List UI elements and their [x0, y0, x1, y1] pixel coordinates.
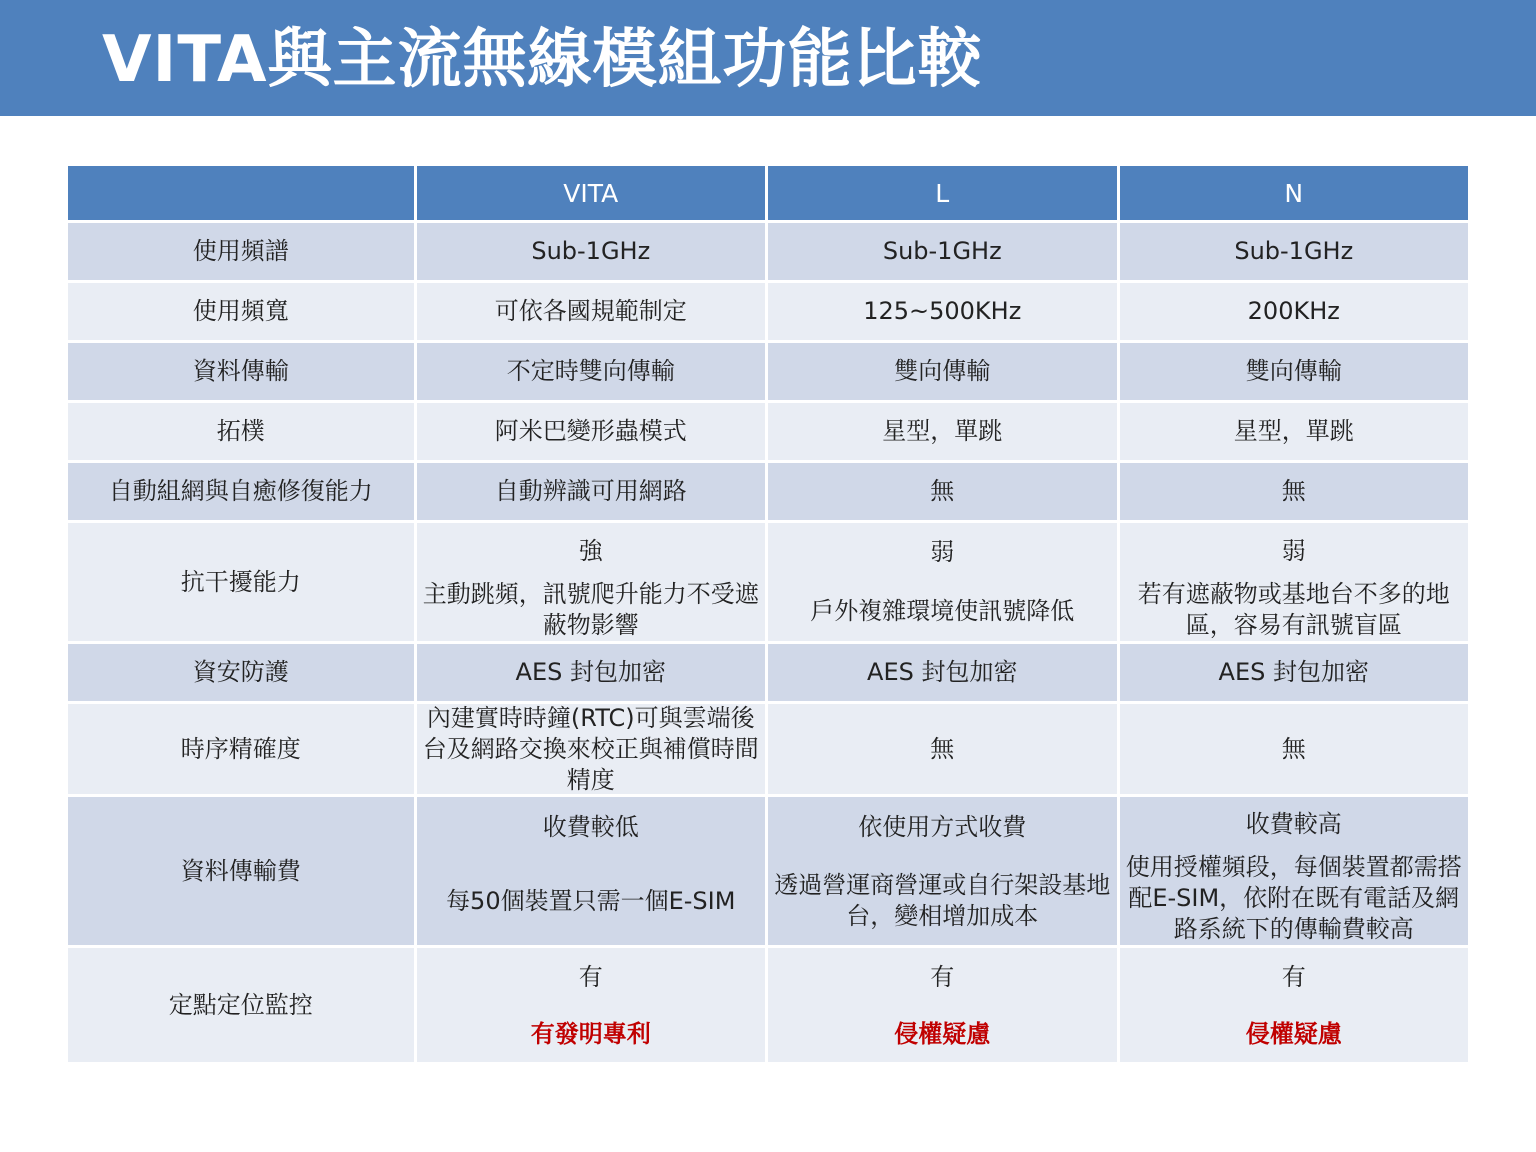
comparison-table	[68, 166, 1468, 1062]
cell-l	[768, 523, 1117, 641]
cell-l: 125~500KHz	[768, 283, 1117, 340]
cell-l: 無	[768, 704, 1116, 794]
cell-main: 有	[1281, 962, 1306, 991]
cell-main: 弱	[930, 537, 955, 566]
cell-vita: Sub-1GHz	[417, 223, 766, 280]
cell-l: 雙向傳輸	[768, 343, 1117, 400]
cell-main: 依使用方式收費	[858, 812, 1027, 841]
cell-vita	[417, 797, 766, 945]
cell-l	[768, 948, 1117, 1062]
table-row	[68, 403, 1468, 460]
header-cell-empty	[68, 166, 414, 220]
cell-main: 收費較高	[1245, 810, 1342, 838]
row-label: 自動組網與自癒修復能力	[68, 463, 414, 520]
cell-l: 無	[768, 463, 1117, 520]
row-label: 資安防護	[68, 644, 414, 701]
table-row	[68, 704, 1468, 794]
row-label: 使用頻譜	[68, 223, 414, 280]
cell-l: 星型，單跳	[768, 403, 1117, 460]
cell-vita	[417, 948, 766, 1062]
page-title: VITA與主流無線模組功能比較	[102, 23, 983, 97]
cell-vita: 不定時雙向傳輸	[417, 343, 766, 400]
cell-note-highlight: 侵權疑慮	[1245, 1019, 1342, 1048]
cell-n: 雙向傳輸	[1120, 343, 1469, 400]
cell-main: 收費較低	[542, 812, 639, 841]
table-row	[68, 948, 1468, 1062]
row-label: 拓樸	[68, 403, 414, 460]
row-label: 時序精確度	[68, 704, 414, 794]
cell-main: 有	[930, 962, 955, 991]
cell-vita: AES 封包加密	[417, 644, 766, 701]
cell-n	[1120, 797, 1469, 945]
cell-note: 使用授權頻段，每個裝置都需搭配E-SIM，依附在既有電話及網路系統下的傳輸費較高	[1125, 853, 1462, 943]
table-header-row	[68, 166, 1468, 220]
row-label: 資料傳輸費	[68, 797, 414, 945]
cell-vita: 內建實時時鐘(RTC)可與雲端後台及網路交換來校正與補償時間精度	[417, 704, 766, 794]
table-row	[68, 283, 1468, 340]
cell-note-highlight: 有發明專利	[530, 1019, 651, 1048]
cell-n: 無	[1120, 704, 1468, 794]
cell-l: AES 封包加密	[768, 644, 1117, 701]
cell-n: 無	[1120, 463, 1469, 520]
cell-note: 若有遮蔽物或基地台不多的地區，容易有訊號盲區	[1137, 580, 1450, 639]
row-label: 抗干擾能力	[68, 523, 414, 641]
cell-vita: 自動辨識可用網路	[417, 463, 766, 520]
row-label: 資料傳輸	[68, 343, 414, 400]
cell-vita: 可依各國規範制定	[417, 283, 766, 340]
cell-vita: 阿米巴變形蟲模式	[417, 403, 766, 460]
cell-note-highlight: 侵權疑慮	[894, 1019, 991, 1048]
row-label: 使用頻寬	[68, 283, 414, 340]
header-cell-vita: VITA	[417, 166, 766, 220]
header-cell-n: N	[1120, 166, 1469, 220]
cell-note: 透過營運商營運或自行架設基地台，變相增加成本	[774, 871, 1111, 930]
table-row	[68, 343, 1468, 400]
cell-l: Sub-1GHz	[768, 223, 1117, 280]
cell-note: 每50個裝置只需一個E-SIM	[446, 886, 736, 915]
table-row	[68, 463, 1468, 520]
cell-main: 有	[578, 962, 603, 991]
header-cell-l: L	[768, 166, 1117, 220]
row-label: 定點定位監控	[68, 948, 414, 1062]
table-row	[68, 223, 1468, 280]
cell-note: 主動跳頻，訊號爬升能力不受遮蔽物影響	[422, 580, 759, 639]
cell-n: Sub-1GHz	[1120, 223, 1469, 280]
cell-n: 星型，單跳	[1120, 403, 1469, 460]
cell-l	[768, 797, 1117, 945]
cell-n: AES 封包加密	[1120, 644, 1469, 701]
table-row	[68, 797, 1468, 945]
table-row	[68, 644, 1468, 701]
table-row	[68, 523, 1468, 641]
cell-note: 戶外複雜環境使訊號降低	[810, 596, 1075, 625]
cell-main: 弱	[1281, 536, 1306, 565]
cell-n: 200KHz	[1120, 283, 1469, 340]
cell-main: 強	[578, 536, 603, 565]
cell-n	[1120, 523, 1469, 641]
cell-n	[1120, 948, 1469, 1062]
cell-vita	[417, 523, 766, 641]
